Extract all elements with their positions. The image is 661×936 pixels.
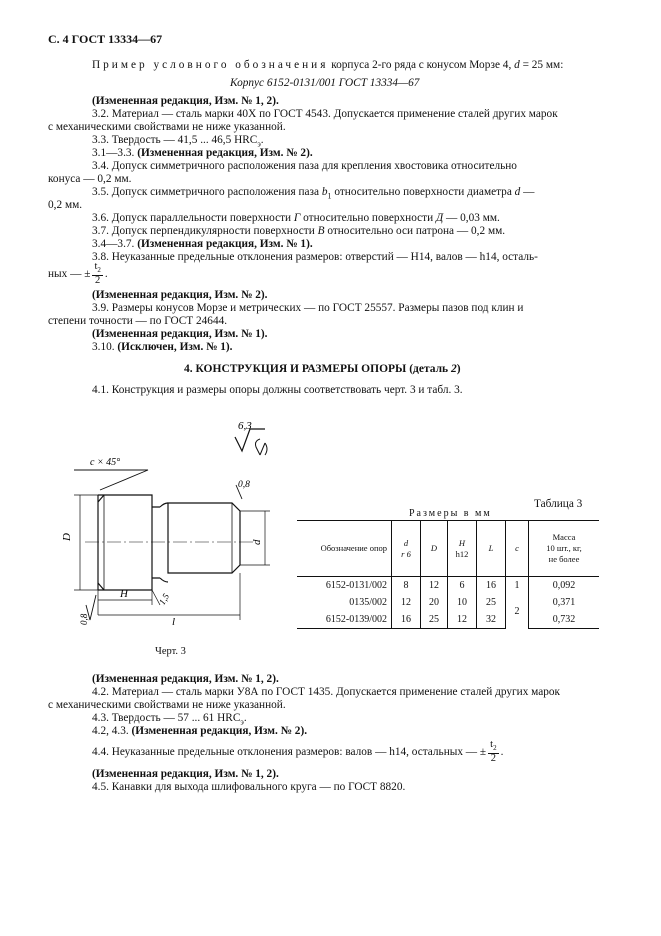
clause-4-3-sub: э: [240, 717, 244, 727]
col-mass-a: Масса: [552, 532, 576, 542]
fraction-t: t: [94, 261, 98, 273]
clause-3-3-end: .: [260, 134, 264, 146]
example-d: d: [514, 59, 520, 71]
clause-3-1-3-3: [92, 146, 313, 160]
cell-D: 12: [421, 577, 448, 595]
symbol-d: d: [514, 186, 521, 198]
fraction-den: 2: [490, 753, 496, 765]
cell-d: 8: [392, 577, 421, 595]
table-header-row: [297, 521, 599, 577]
cell-c: 1: [506, 577, 529, 595]
clause-3-4-cont: конуса — 0,2 мм.: [48, 173, 132, 185]
drawing-caption: Черт. 3: [155, 646, 186, 657]
clause-3-7: [92, 224, 505, 238]
clause-3-5-text: 3.5. Допуск симметричного расположения паза: [92, 186, 322, 198]
clause-range: 4.2, 4.3.: [92, 725, 132, 737]
excluded-note: (Исключен, Изм. № 1).: [117, 341, 233, 353]
clause-3-7-text: 3.7. Допуск перпендикулярности поверхности: [92, 225, 318, 237]
head-body: [98, 495, 152, 590]
clause-4-2-cont: с механическими свойствами не ниже указанной.: [48, 699, 286, 711]
col-mass-b: 10 шт., кг,: [546, 543, 582, 553]
fraction-t: t: [490, 739, 494, 751]
example-line: [92, 58, 563, 72]
col-d-b: r 6: [401, 548, 411, 559]
clause-3-7-end: относительно оси патрона — 0,2 мм.: [324, 225, 506, 237]
dim-D-label: D: [61, 533, 73, 541]
cell-d: 16: [392, 611, 421, 629]
col-d-a: d: [403, 537, 409, 548]
table-title: Таблица 3: [534, 498, 583, 510]
roughness-mark: [235, 429, 265, 451]
clause-3-2-cont: с механическими свойствами не ниже указанной.: [48, 121, 286, 133]
cell-L: 25: [477, 594, 506, 611]
example-designation: Корпус 6152-0131/001 ГОСТ 13334—67: [230, 77, 420, 89]
cell-name: 6152-0139/002: [297, 611, 392, 629]
cell-mass: 0,732: [529, 611, 600, 629]
clause-3-4-3-7: [92, 237, 313, 251]
section-title-text: 4. КОНСТРУКЦИЯ И РАЗМЕРЫ ОПОРЫ (деталь: [184, 363, 452, 375]
cell-H: 6: [448, 577, 477, 595]
dim-15-label: 1,5: [156, 591, 172, 607]
clause-3-5-end: —: [520, 186, 535, 198]
clause-3-5-text2: относительно поверхности диаметра: [331, 186, 515, 198]
cell-D: 20: [421, 594, 448, 611]
clause-range: 3.1—3.3.: [92, 147, 138, 159]
section-title: [184, 362, 461, 376]
roughness-general-mark: [256, 439, 268, 455]
cell-name: 0135/002: [349, 597, 387, 608]
col-mass: [529, 521, 600, 577]
example-text: корпуса 2-го ряда с конусом Морзе 4,: [328, 59, 515, 71]
col-H-b: h12: [455, 548, 469, 559]
clause-4-1: 4.1. Конструкция и размеры опоры должны соответствовать черт. 3 и табл. 3.: [92, 384, 463, 396]
table-row: [297, 611, 599, 629]
roughness-left-label: 0,8: [79, 613, 89, 625]
clause-3-5-cont: 0,2 мм.: [48, 199, 83, 211]
table-subtitle: Размеры в мм: [409, 508, 492, 519]
neck: [152, 503, 168, 582]
clause-range: 3.4—3.7.: [92, 238, 138, 250]
edit-note: (Измененная редакция, Изм. № 1, 2).: [92, 768, 279, 780]
clause-4-2-4-3: [92, 724, 307, 738]
head-chamfer: [98, 495, 104, 590]
clause-3-8: 3.8. Неуказанные предельные отклонения размеров: отверстий — Н14, валов — h14, осталь-: [92, 251, 538, 263]
col-mass-c: не более: [548, 554, 580, 564]
dim-d-lines: [240, 511, 270, 565]
clause-3-3-text: 3.3. Твердость — 41,5 ... 46,5 HRC: [92, 134, 258, 146]
section-detail-num: 2: [451, 363, 457, 375]
technical-drawing: [60, 415, 280, 630]
clause-3-2: 3.2. Материал — сталь марки 40Х по ГОСТ 4543. Допускается применение сталей других марок: [92, 108, 558, 120]
fraction-den: 2: [95, 275, 101, 287]
clause-3-5: [92, 185, 534, 203]
clause-4-4-text: 4.4. Неуказанные предельные отклонения размеров: валов — h14, остальных — ±: [92, 746, 487, 758]
clause-4-5: 4.5. Канавки для выхода шлифовального круга — по ГОСТ 8820.: [92, 781, 406, 793]
dim-l-label: l: [172, 616, 176, 628]
edit-note: (Измененная редакция, Изм. № 1).: [137, 238, 313, 250]
table-row: [297, 577, 599, 595]
clause-4-3-text: 4.3. Твердость — 57 ... 61 HRC: [92, 712, 241, 724]
tolerance-end: .: [104, 268, 108, 280]
cell-D: 25: [421, 611, 448, 629]
clause-3-6-end: — 0,03 мм.: [443, 212, 500, 224]
fraction: [488, 740, 498, 764]
cell-name: 6152-0131/002: [325, 580, 387, 591]
edit-note: (Измененная редакция, Изм. № 2).: [131, 725, 308, 737]
symbol-b-sub: 1: [327, 191, 332, 201]
clause-3-6-text: 3.6. Допуск параллельности поверхности: [92, 212, 294, 224]
roughness-label: 6,3: [238, 420, 252, 432]
dim-D-lines: [74, 495, 98, 590]
clause-3-9: 3.9. Размеры конусов Морзе и метрических — по ГОСТ 25557. Размеры пазов под клин и: [92, 302, 524, 314]
edit-note: (Измененная редакция, Изм. № 2).: [137, 147, 313, 159]
cell-L: 16: [477, 577, 506, 595]
fraction: [92, 262, 102, 286]
clause-4-4-end: .: [500, 746, 504, 758]
cell-mass: 0,092: [529, 577, 600, 595]
fraction-num: [488, 740, 498, 754]
tolerance-text: ных — ±: [48, 268, 91, 280]
page-header: С. 4 ГОСТ 13334—67: [48, 32, 163, 46]
table-row: [297, 594, 599, 611]
symbol-g: Г: [293, 212, 301, 224]
col-H: [448, 521, 477, 577]
cell-d: 12: [392, 594, 421, 611]
edit-note: (Измененная редакция, Изм. № 2).: [92, 289, 268, 301]
clause-3-8-cont: [48, 262, 108, 286]
chamfer-label: c × 45°: [90, 457, 121, 468]
clause-3-4: 3.4. Допуск симметричного расположения паза для крепления хвостовика относительно: [92, 160, 517, 172]
edit-note: (Измененная редакция, Изм. № 1).: [92, 328, 268, 340]
cell-mass: 0,371: [529, 594, 600, 611]
dim-H-label: H: [120, 588, 128, 600]
edit-note: (Измененная редакция, Изм. № 1, 2).: [92, 673, 279, 685]
symbol-b: b: [321, 186, 328, 198]
col-designation: Обозначение опор: [297, 521, 392, 577]
roughness2-label: 0,8: [238, 480, 250, 490]
clause-3-10: [92, 340, 233, 354]
col-H-a: H: [458, 537, 466, 548]
cell-H: 12: [448, 611, 477, 629]
clause-4-3-end: .: [243, 712, 247, 724]
fraction-t-sub: 2: [493, 744, 497, 753]
fraction-t-sub: 2: [97, 266, 101, 275]
table-3: [297, 520, 599, 629]
dim-d-label: d: [251, 539, 263, 545]
section-title-end: ): [456, 363, 461, 375]
clause-3-6: [92, 211, 500, 225]
example-spaced: Пример условного обозначения: [92, 59, 329, 71]
col-D: D: [421, 521, 448, 577]
symbol-v: В: [317, 225, 325, 237]
col-d: [392, 521, 421, 577]
clause-4-2: 4.2. Материал — сталь марки У8А по ГОСТ 1435. Допускается применение сталей других марок: [92, 686, 561, 698]
clause-3-9-cont: степени точности — по ГОСТ 24644.: [48, 315, 228, 327]
cell-L: 32: [477, 611, 506, 629]
example-text-end: = 25 мм:: [519, 59, 564, 71]
cell-c: 2: [506, 594, 529, 629]
clause-3-10-num: 3.10.: [92, 341, 118, 353]
fraction-num: [92, 262, 102, 276]
clause-4-4: [92, 740, 503, 764]
cell-H: 10: [448, 594, 477, 611]
col-L: L: [477, 521, 506, 577]
clause-3-6-mid: относительно поверхности: [300, 212, 436, 224]
clause-3-3-sub: э: [257, 139, 261, 149]
symbol-de: Д: [435, 212, 444, 224]
chamfer-leader: [74, 470, 148, 490]
shaft-body: [168, 503, 240, 573]
edit-note: (Измененная редакция, Изм. № 1, 2).: [92, 95, 279, 107]
col-c: c: [506, 521, 529, 577]
